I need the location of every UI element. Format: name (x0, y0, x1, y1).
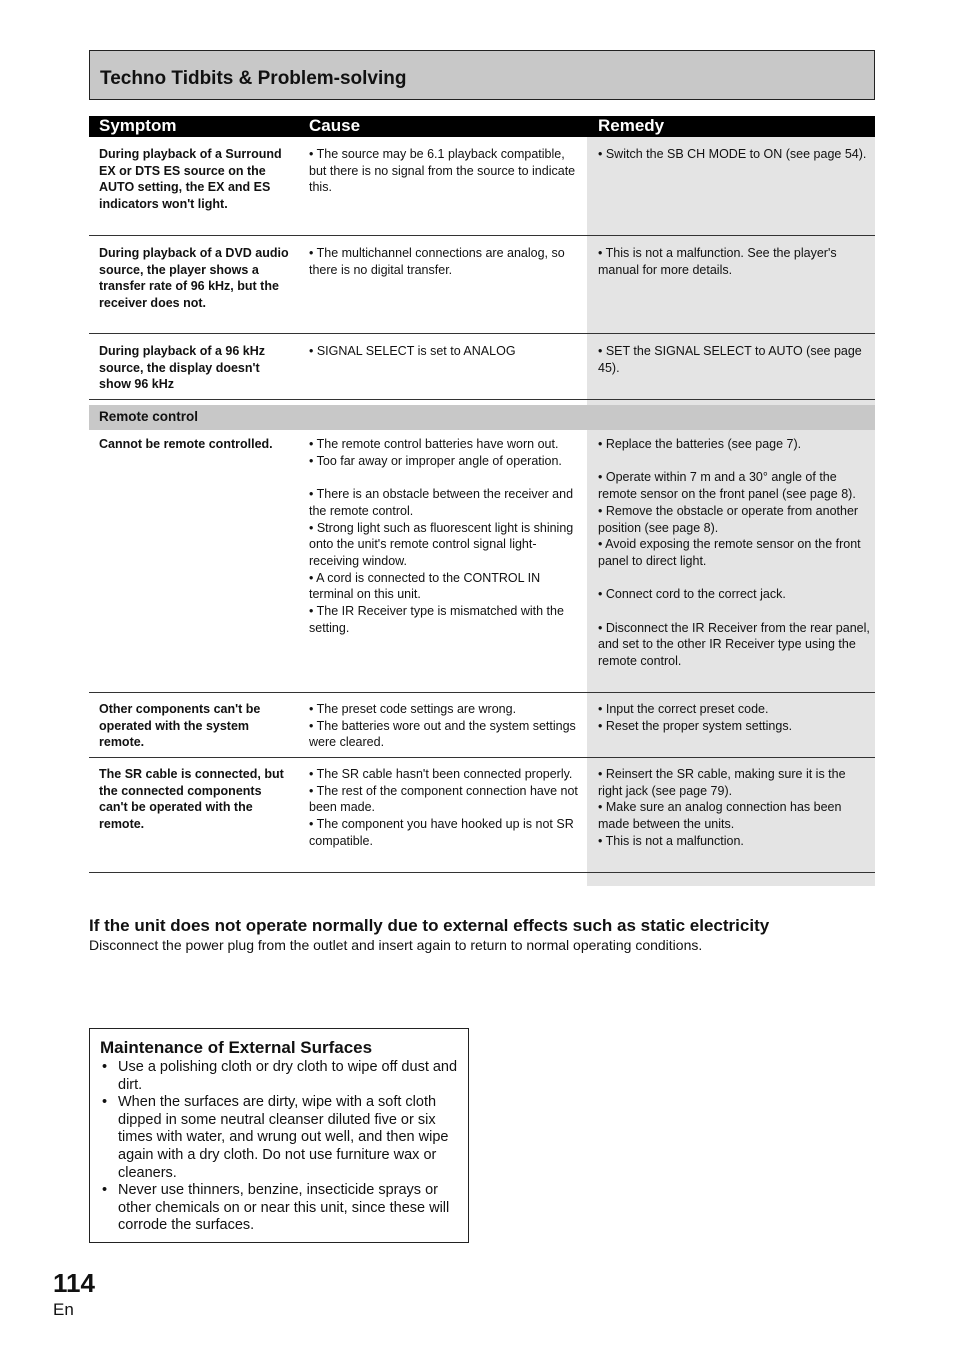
symptom-cell: Cannot be remote controlled. (99, 437, 273, 451)
remedy-line: • Make sure an analog connection has been made between the units. (598, 800, 842, 832)
list-item: • Never use thinners, benzine, insecticide sprays or other chemicals on or near this unit, since these will corrode the surfaces. (100, 1182, 464, 1235)
symptom-cell: The SR cable is connected, but the connected components can't be operated with the remote. (99, 767, 284, 832)
page-title: Techno Tidbits & Problem-solving (100, 68, 407, 89)
cause-cell (309, 146, 584, 196)
remedy-line (598, 453, 870, 470)
cause-line: • SIGNAL SELECT is set to ANALOG (309, 344, 516, 358)
cause-line: • The component you have hooked up is not SR compatible. (309, 817, 574, 848)
remedy-line: • This is not a malfunction. See the player's manual for more details. (598, 246, 837, 277)
cause-line: • The multichannel connections are analog, so there is no digital transfer. (309, 246, 565, 277)
cause-line: • The IR Receiver type is mismatched with the setting. (309, 604, 564, 635)
cause-line: • The batteries wore out and the system settings were cleared. (309, 718, 576, 750)
remedy-line: • Reinsert the SR cable, making sure it is the right jack (see page 79). (598, 767, 846, 798)
external-effects-heading: If the unit does not operate normally due to external effects such as static electricity (89, 916, 770, 935)
maintenance-box (89, 1028, 469, 1243)
cause-line: • A cord is connected to the CONTROL IN terminal on this unit. (309, 570, 541, 602)
table-header (89, 116, 875, 137)
remedy-line: • SET the SIGNAL SELECT to AUTO (see page 45). (598, 344, 862, 375)
cause-cell (309, 766, 584, 850)
remedy-cell (598, 701, 870, 734)
page-number: 114 (53, 1268, 95, 1298)
cause-line: • The remote control batteries have worn out. (309, 437, 559, 451)
cause-line: • The source may be 6.1 playback compatible, but there is no signal from the source to indicate this. (309, 147, 576, 195)
cause-line: • The preset code settings are wrong. (309, 702, 517, 716)
remedy-cell (598, 766, 870, 850)
cause-cell (309, 436, 584, 636)
remedy-line: • Remove the obstacle or operate from another position (see page 8). (598, 503, 859, 535)
table-row (89, 236, 875, 333)
cause-line (309, 469, 584, 486)
table-row (89, 757, 875, 872)
remedy-cell (598, 245, 870, 278)
remedy-line (598, 603, 870, 620)
column-header-remedy: Remedy (598, 116, 665, 135)
cause-line: • The rest of the component connection have not been made. (309, 783, 578, 815)
header-bar (89, 50, 875, 100)
table-row (89, 427, 875, 692)
maintenance-title: Maintenance of External Surfaces (100, 1038, 373, 1057)
remedy-line: • Operate within 7 m and a 30° angle of the remote sensor on the front panel (see page 8). (598, 470, 856, 502)
remedy-line: • This is not a malfunction. (598, 833, 744, 848)
symptom-cell: During playback of a Surround EX or DTS ES source on the AUTO setting, the EX and ES indicators won't light. (99, 147, 282, 212)
remedy-line: • Reset the proper system settings. (598, 718, 793, 733)
symptom-cell: During playback of a DVD audio source, the player shows a transfer rate of 96 kHz, but the receiver does not. (99, 246, 289, 311)
cause-cell (309, 343, 584, 360)
column-header-symptom: Symptom (99, 116, 177, 135)
remedy-line: • Connect cord to the correct jack. (598, 587, 786, 602)
maintenance-list (100, 1059, 464, 1235)
remedy-cell (598, 146, 870, 163)
symptom-cell: During playback of a 96 kHz source, the display doesn't show 96 kHz (99, 344, 266, 392)
remedy-cell (598, 343, 870, 376)
remedy-line: • Input the correct preset code. (598, 702, 769, 716)
remedy-line: • Disconnect the IR Receiver from the rear panel, and set to the other IR Receiver type using the remote control. (598, 620, 870, 669)
remedy-line: • Avoid exposing the remote sensor on the front panel to direct light. (598, 537, 861, 568)
remedy-line (598, 570, 870, 587)
cause-cell (309, 701, 584, 751)
table-row (89, 137, 875, 235)
column-header-cause: Cause (309, 116, 361, 135)
cause-line: • Too far away or improper angle of operation. (309, 453, 562, 468)
list-item: • When the surfaces are dirty, wipe with a soft cloth dipped in some neutral cleanser diluted five or six times with water, and wrung out well, and then wipe again with a dry cloth. Do not use furniture wax or cleaners. (100, 1094, 464, 1182)
cause-cell (309, 245, 584, 278)
cause-line: • There is an obstacle between the receiver and the remote control. (309, 487, 574, 518)
table-row (89, 692, 875, 757)
symptom-cell: Other components can't be operated with the system remote. (99, 702, 261, 750)
cause-line: • The SR cable hasn't been connected properly. (309, 767, 573, 781)
external-effects-text: Disconnect the power plug from the outlet and insert again to return to normal operating conditions. (89, 937, 703, 953)
row-divider (89, 399, 875, 400)
section-label: Remote control (99, 409, 199, 424)
table-row (89, 334, 875, 399)
remedy-line: • Switch the SB CH MODE to ON (see page 54). (598, 147, 867, 161)
cause-line: • Strong light such as fluorescent light is shining onto the unit's remote control signal light-receiving window. (309, 520, 574, 568)
remedy-cell (598, 436, 870, 670)
row-divider (89, 872, 875, 873)
page-language: En (53, 1300, 74, 1319)
remedy-line: • Replace the batteries (see page 7). (598, 437, 802, 451)
list-item: • Use a polishing cloth or dry cloth to wipe off dust and dirt. (100, 1059, 464, 1094)
